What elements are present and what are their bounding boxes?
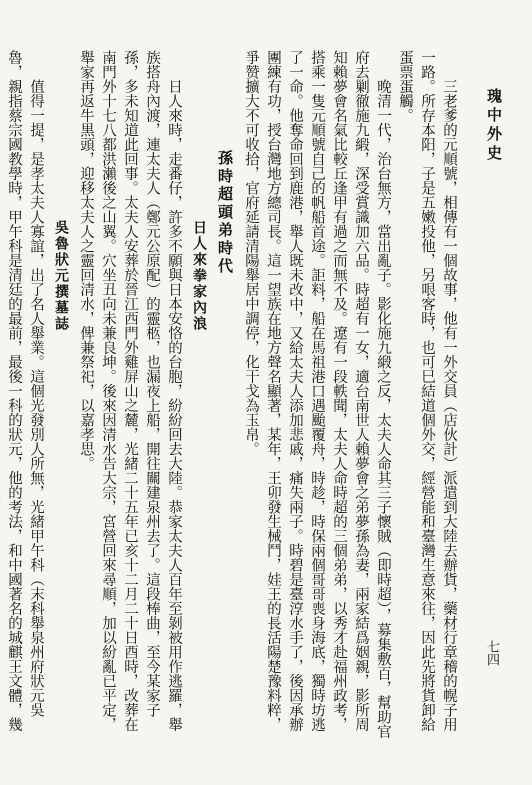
page-number: 七四 (484, 640, 499, 666)
running-header-title: 瑰中外史 (485, 88, 503, 164)
paragraph: 晚清一代，治台無方，當出亂子。影化施九緞之反，太夫人命其三子懷賊（即時超），募集敷百，幫助官府去剿徹施九緞，深受賞識加六品。時超有一女，適台南世人賴夢會之弟夢孫為妻，兩家結爲姻親，影所周知賴夢會名氣比較丘逢甲有過之而無不及。遼有一段軼聞，太夫人命時超的三個弟弟，以秀才赴福州政考，搭乘一隻元順號自己的帆船首途。詎料，船在馬祖港口遇颱覆舟，時趁，時保兩個哥哥喪身海底，獨時坊逃了一命。他奪命回到鹿港，舉人既未改中，又給太夫人添加悲戚，痛失兩子。時碧是臺淳水手了，後因承辦團練有功，授台灣地方總司長。這一望族在地方聲名顯著，某年，王卯發生械鬥，娃王的長活陽楚豫料粹，爭赞擴大不可收拾，官府延請清陽舉居中調停，化干戈為玉帛。 (243, 50, 391, 739)
section-title: 孫時超頭弟時代 (216, 150, 234, 276)
vertical-text-body (6, 50, 460, 740)
paragraph: 三老爹的元順號，相傳有一個故事，他有一外交員（店伙計）派遣到大陸去辦貨，藥材行章稽的幌子用一路。所存本阳，子是五嫩投他，另哏客時，也可巳結道個外交，經營能和臺灣生意來往，因此先將貨卸給蛋票蛋觸。 (397, 50, 457, 732)
epitaph-heading: 吳魯狀元撰墓誌 (53, 220, 69, 332)
section-subtitle: 日人來拳家內浪 (191, 220, 207, 332)
paragraph: 日人來時，走番仔，許多不願與日本安恪的台胞，紛紛回去大陸。恭家太夫人百年至剝被用作逃羅，舉族搭舟內渡，連太夫人（鄭元公原配）的靈柩，也漏夜上船，開往關建泉州去了。這段棒曲，至今某家子孫，多未知道此回事。太夫人安葬於晉江西門外雞屏山之麓，光緒二十五年已亥十二月二十日酉時，改葬在南門外十七八都洪瀨後之山翼。穴坐丑向未兼良坤。後來因清水告大宗，宮營回來尋順，加以紛亂已平定，舉家再返牛黒頭，迎移太夫人之靈回清水，俾兼祭祀，以嘉孝思。 (78, 50, 182, 732)
paragraph: 值得一提，是孝太夫人寡誼，出了名人舉業。這個光發別人所無，光緒甲午科（末科舉泉州府狀元吳魯，親指蔡宗國教學時，甲午科是清廷的最前，最後一科的狀元，他的考法，和中國著名的城麒王文體，幾 (6, 50, 44, 732)
